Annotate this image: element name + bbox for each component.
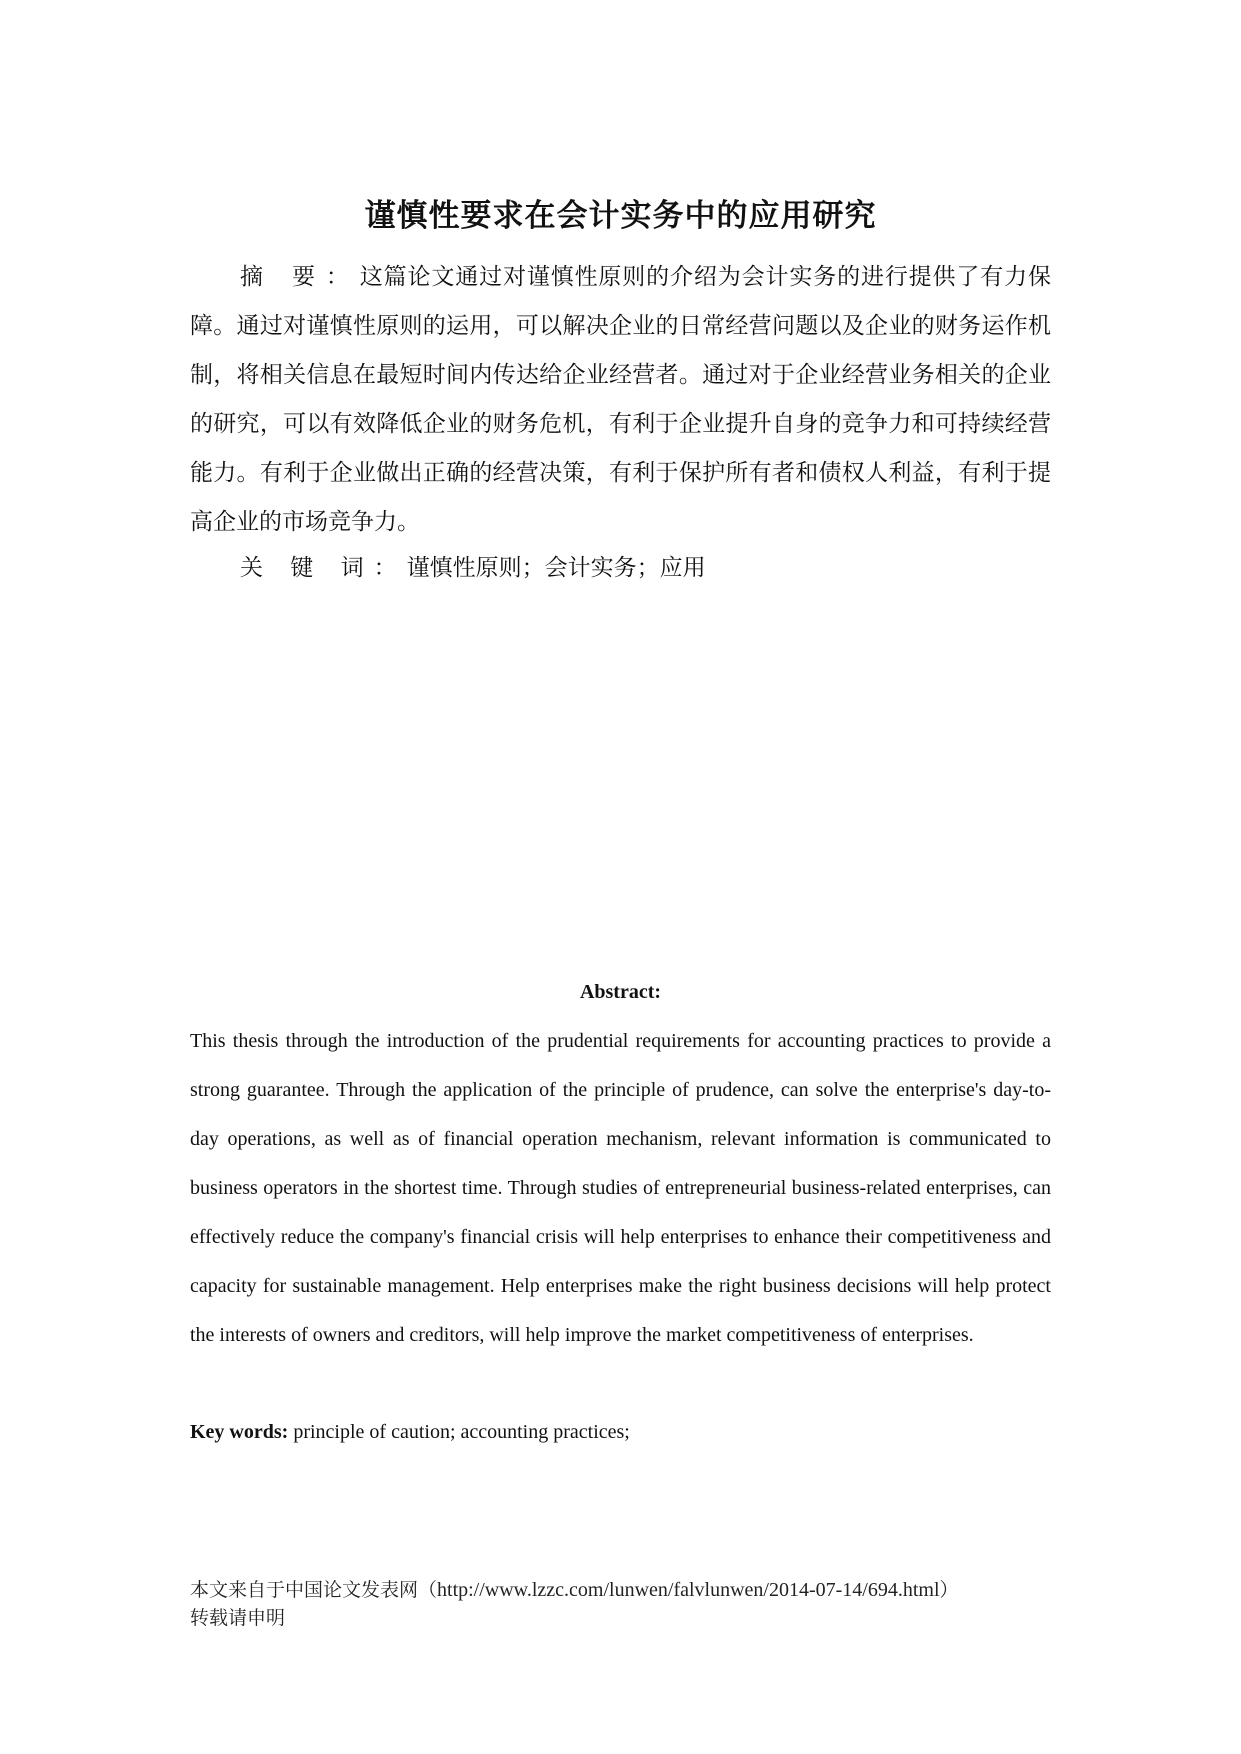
english-keywords-text: principle of caution; accounting practices; — [288, 1421, 630, 1443]
english-abstract-heading: Abstract: — [579, 981, 662, 1003]
chinese-abstract — [190, 253, 1051, 547]
english-keywords — [190, 1418, 1051, 1446]
english-keywords-label: Key words: — [190, 1421, 289, 1443]
source-footer — [190, 1576, 1090, 1632]
chinese-keywords — [240, 548, 1051, 588]
source-suffix: ） — [939, 1579, 959, 1601]
paper-title: 谨慎性要求在会计实务中的应用研究 — [364, 198, 877, 234]
chinese-abstract-label: 摘 要： — [240, 264, 360, 290]
reprint-notice: 转载请申明 — [190, 1607, 286, 1629]
source-url: http://www.lzzc.com/lunwen/falvlunwen/2014-07-14/694.html — [437, 1579, 940, 1601]
source-prefix: 本文来自于中国论文发表网（ — [190, 1579, 438, 1601]
english-abstract-text: This thesis through the introduction of the prudential requirements for accounting practices to provide a strong guarantee. Through the application of the principle of prudence, can solve the enterprise's day-to-day operations, as well as of financial operation mechanism, relevant information is communicated to business operators in the shortest time. Through studies of entrepreneurial business-related enterprises, can effectively reduce the company's financial crisis will help enterprises to enhance their competitiveness and capacity for sustainable management. Help enterprises make the right business decisions will help protect the interests of owners and creditors, will help improve the market competitiveness of enterprises. — [190, 1030, 1051, 1346]
chinese-keywords-text: 谨慎性原则；会计实务；应用 — [406, 555, 706, 581]
chinese-keywords-label: 关 键 词： — [240, 555, 407, 581]
chinese-abstract-text: 这篇论文通过对谨慎性原则的介绍为会计实务的进行提供了有力保障。通过对谨慎性原则的运用，可以解决企业的日常经营问题以及企业的财务运作机制，将相关信息在最短时间内传达给企业经营者。通过对于企业经营业务相关的企业的研究，可以有效降低企业的财务危机，有利于企业提升自身的竞争力和可持续经营能力。有利于企业做出正确的经营决策，有利于保护所有者和债权人利益，有利于提高企业的市场竞争力。 — [190, 264, 1052, 535]
